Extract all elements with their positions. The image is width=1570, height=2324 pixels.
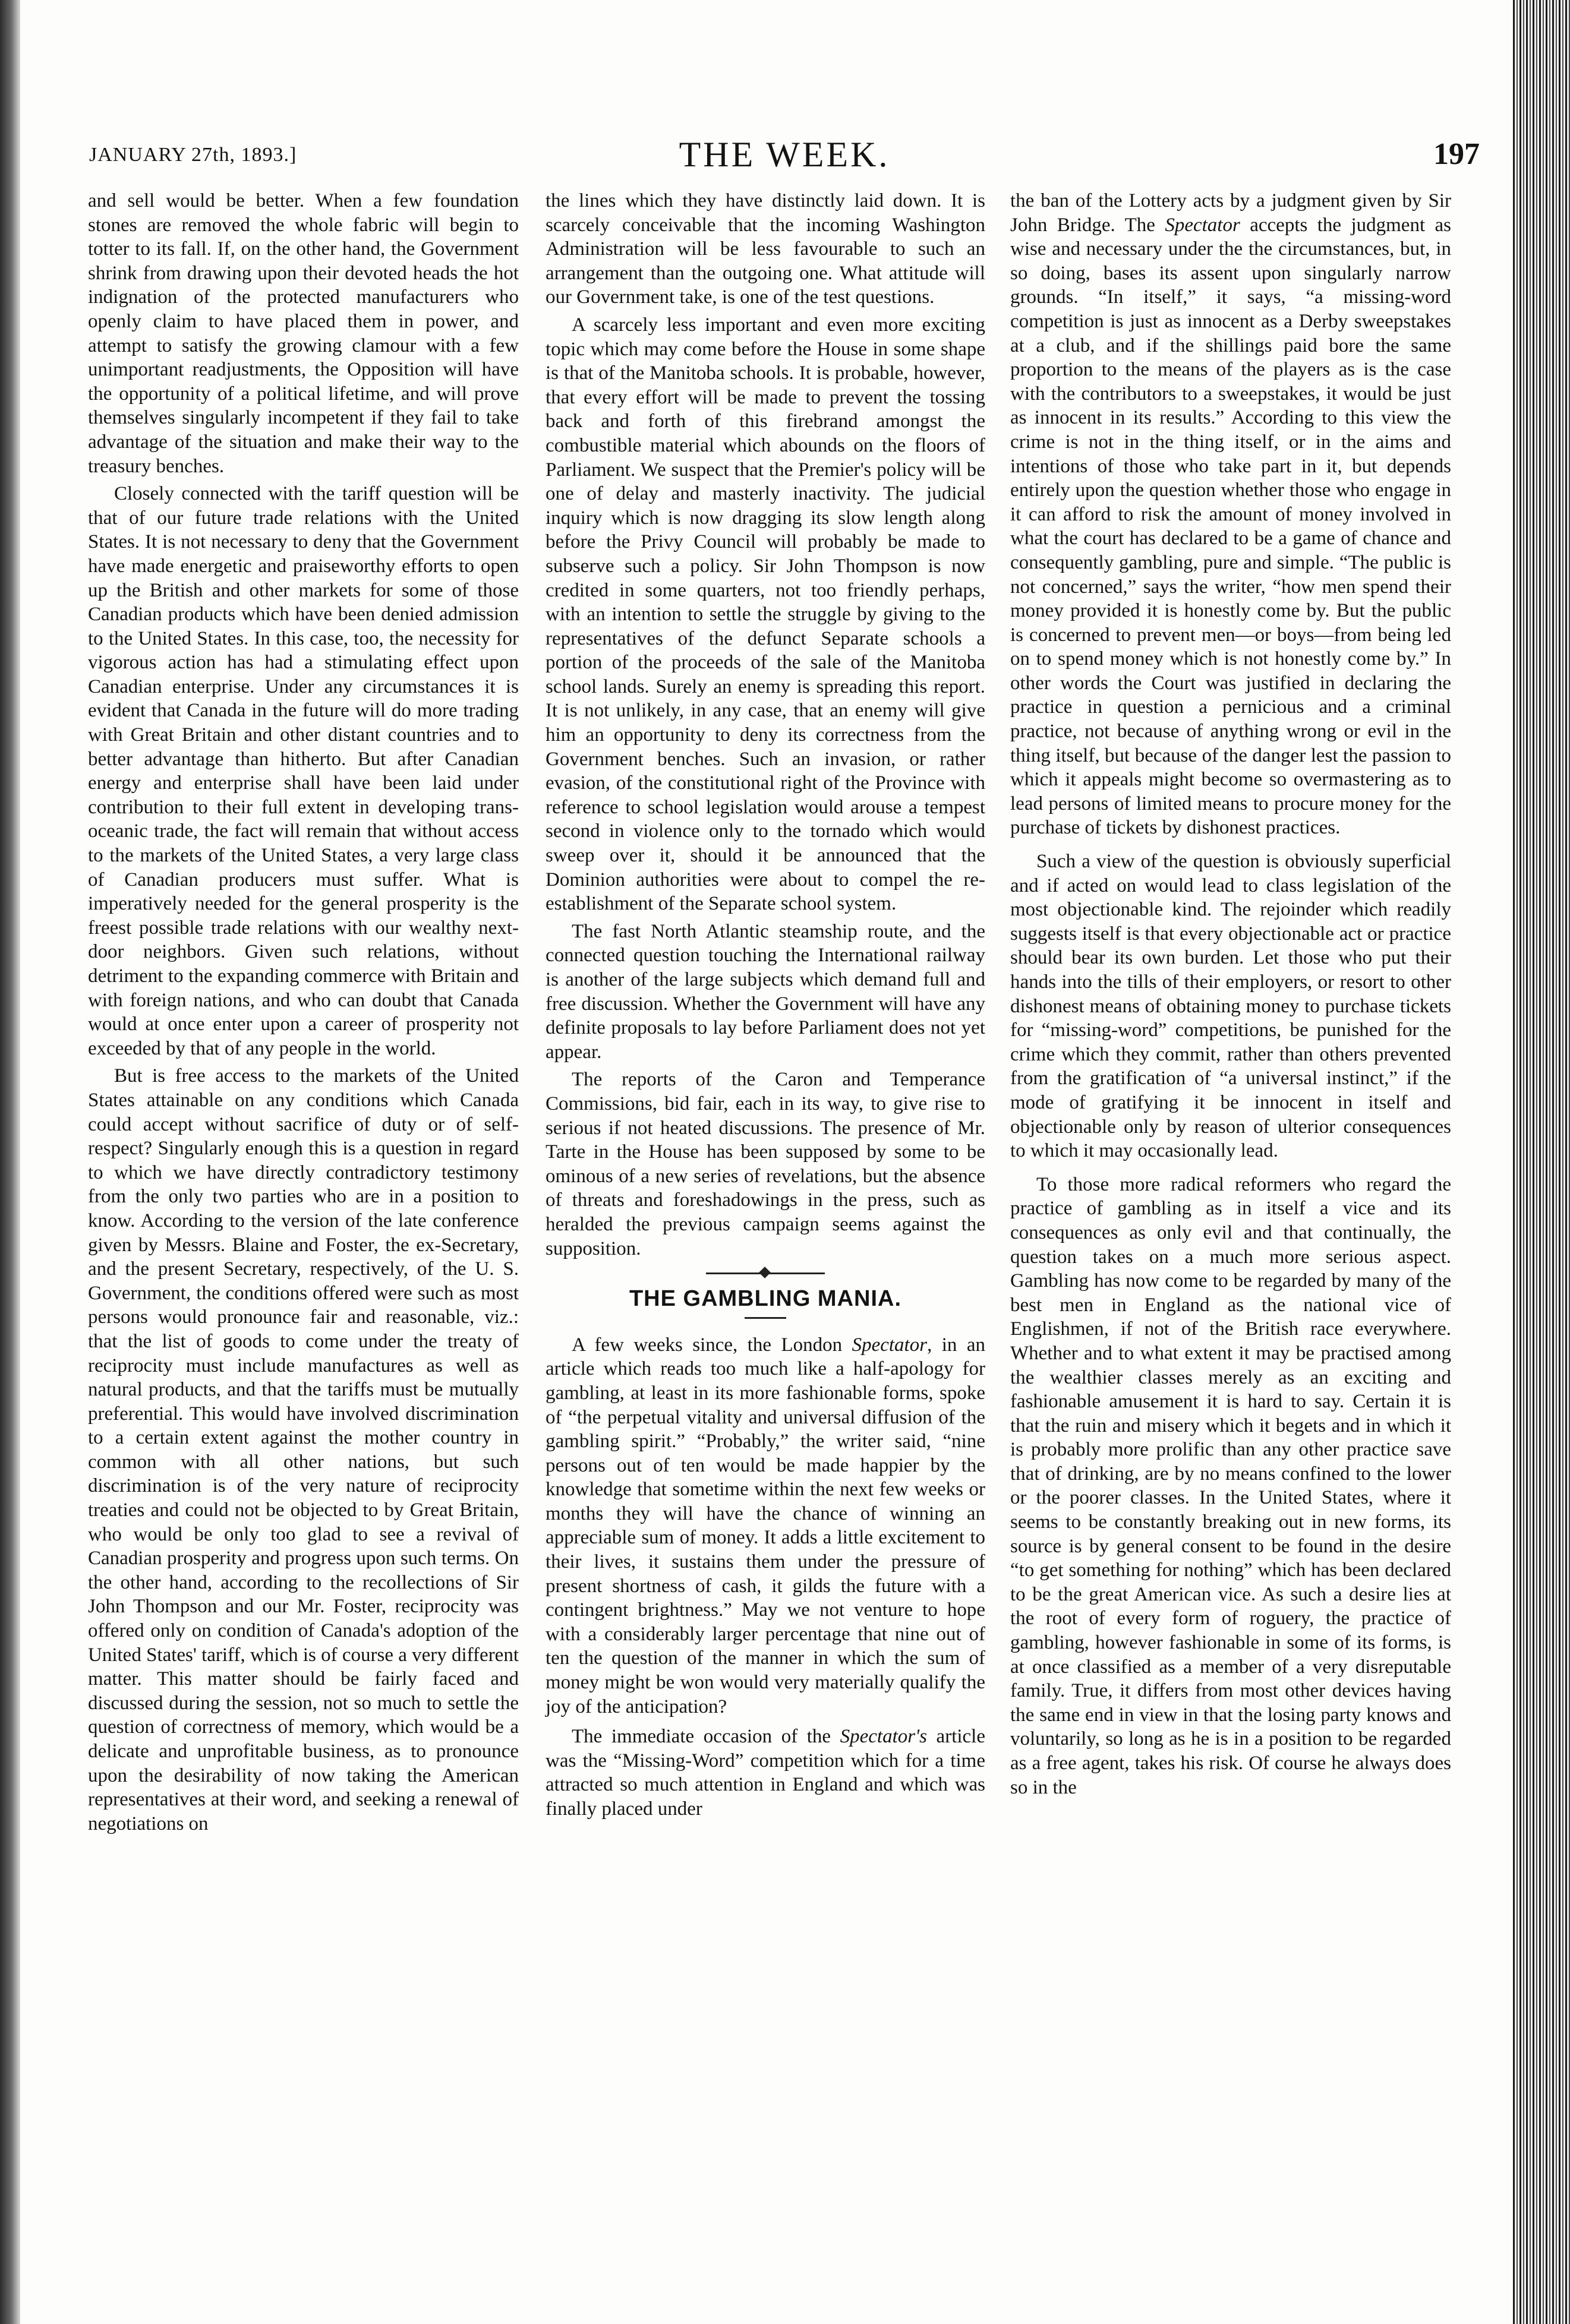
paragraph: The fast North Atlantic steamship route, and the connected question touching the International railway is another of the large subjects which demand full and free discussion. Whether the Government will have any definite proposals to lay before Parliament does not yet appear.: [546, 920, 985, 1063]
page-number: 197: [1433, 137, 1480, 171]
column-2: [546, 189, 985, 1821]
scan-edge-left: [0, 0, 20, 2324]
paragraph: To those more radical reformers who regard the practice of gambling as in itself a vice and its consequences as only evil and that continually, the question takes on a much more serious aspect. Gambling has now come to be regarded by many of the best men in England as the national vice of Englishmen, if not of the British race everywhere. Whether and to what extent it may be practised among the wealthier classes merely as an exciting and fashionable amusement it is hard to say. Certain it is that the ruin and misery which it begets and in which it is probably more prolific than any other practice save that of drinking, are by no means confined to the lower or the poorer classes. In the United States, where it seems to be constantly breaking out in new forms, its source is by general consent to be found in the desire “to get something for nothing” which has been declared to be the great American vice. As such a desire lies at the root of every form of roguery, the practice of gambling, however fashionable in some of its forms, is at once classified as a member of a very disreputable family. True, it differs from most other devices having the same end in view in that the losing party knows and voluntarily, so long as he is in a position to be regarded as a free agent, takes his risk. Of course he always does so in the: [1010, 1173, 1451, 1798]
paragraph: Such a view of the question is obviously superficial and if acted on would lead to class legislation of the most objectionable kind. The rejoinder which readily suggests itself is that every objectionable act or practice should bear its own burden. Let those who put their hands into the tills of their employers, or resort to other dishonest means of obtaining money to purchase tickets for “missing-word” competitions, be punished for the crime which they commit, rather than others prevented from the gratification of “a universal instinct,” if the mode of gratifying it be innocent in itself and objectionable only by reason of ulterior consequences to which it may occasionally lead.: [1010, 851, 1451, 1162]
issue-date: JANUARY 27th, 1893.]: [89, 144, 297, 166]
paragraph: But is free access to the markets of the United States attainable on any conditions which Canada could accept without sacrifice of duty or of self-respect? Singularly enough this is a question in regard to which we have directly contradictory testimony from the only two parties who are in a position to know. According to the version of the late conference given by Messrs. Blaine and Foster, the ex-Secretary, and the present Secretary, respectively, of the U. S. Government, the conditions offered were such as most persons would pronounce fair and reasonable, viz.: that the list of goods to come under the treaty of reciprocity must include manufactures as well as natural products, and that the tariffs must be mutually preferential. This would have involved discrimination to a certain extent against the mother country in common with all other nations, but such discrimination is of the very nature of reciprocity treaties and could not be objected to by Great Britain, who would be only too glad to see a revival of Canadian prosperity and progress upon such terms. On the other hand, according to the recollections of Sir John Thompson and our Mr. Foster, reciprocity was offered only on condition of Canada's adoption of the United States' tariff, which is of course a very different matter. This matter should be fairly faced and discussed during the session, not so much to settle the question of correctness of memory, which would be a delicate and unprofitable business, as to pronounce upon the desirability of now taking the American representatives at their word, and seeking a renewal of negotiations on: [88, 1065, 519, 1834]
paragraph: The reports of the Caron and Temperance Commissions, bid fair, each in its way, to give rise to serious if not heated discussions. The presence of Mr. Tarte in the House has been supposed by some to be ominous of a new series of revelations, but the absence of threats and foreshadowings in the press, such as heralded the previous campaign seems against the supposition.: [546, 1069, 985, 1259]
title-underline: [745, 1317, 786, 1319]
column-1: [88, 189, 519, 1836]
paragraph: The immediate occasion of the Spectator's article was the “Missing-Word” competition which for a time attracted so much attention in England and which was finally placed under: [546, 1726, 985, 1820]
scan-edge-right: [1513, 0, 1570, 2324]
column-3: [1010, 189, 1451, 1799]
paragraph: and sell would be better. When a few foundation stones are removed the whole fabric will begin to totter to its fall. If, on the other hand, the Government shrink from drawing upon their devoted heads the hot indignation of the protected manufacturers who openly claim to have placed them in power, and attempt to satisfy the growing clamour with a few unimportant readjustments, the Opposition will have the opportunity of a political lifetime, and will prove themselves singularly incompetent if they fail to take advantage of the situation and make their way to the treasury benches.: [88, 190, 519, 477]
publication-name: Spectator: [852, 1334, 928, 1356]
publication-name: Spectator's: [840, 1726, 927, 1748]
publication-name: Spectator: [1165, 214, 1240, 236]
section-divider-ornament: [706, 1271, 825, 1275]
paragraph: A few weeks since, the London Spectator, in an article which reads too much like a half-apology for gambling, at least in its more fashionable forms, spoke of “the perpetual vitality and universal diffusion of the gambling spirit.” “Probably,” the writer said, “nine persons out of ten would be made happier by the knowledge that sometime within the next few weeks or months they will have the chance of winning an appreciable sum of money. It adds a little excitement to their lives, it sustains them under the pressure of present shortness of cash, it gilds the future with a contingent brightness.” May we not venture to hope with a considerably larger percentage that nine out of ten the question of the manner in which the sum of money might be won would very materially qualify the joy of the anticipation?: [546, 1334, 985, 1717]
paragraph: A scarcely less important and even more exciting topic which may come before the House in some shape is that of the Manitoba schools. It is probable, however, that every effort will be made to prevent the tossing back and forth of this firebrand amongst the combustible material which abounds on the floors of Parliament. We suspect that the Premier's policy will be one of delay and masterly inactivity. The judicial inquiry which is now dragging its slow length along before the Privy Council will probably be made to subserve such a policy. Sir John Thompson is now credited in some quarters, not too friendly perhaps, with an intention to settle the struggle by giving to the representatives of the defunct Separate schools a portion of the proceeds of the sale of the Manitoba school lands. Surely an enemy is spreading this report. It is not unlikely, in any case, that an enemy will give him an opportunity to deny its correctness from the Government benches. Such an invasion, or rather evasion, of the constitutional right of the Province with reference to school legislation would arouse a tempest second in violence only to the tornado which would sweep over it, should it be announced that the Dominion authorities were about to compel the re-establishment of the Separate school system.: [546, 314, 985, 915]
masthead-title: THE WEEK.: [679, 135, 890, 174]
page-header: [89, 134, 1480, 188]
paragraph: the ban of the Lottery acts by a judgment given by Sir John Bridge. The Spectator accepts the judgment as wise and necessary under the the circumstances, but, in so doing, bases its assent upon singularly narrow grounds. “In itself,” it says, “a missing-word competition is just as innocent as a Derby sweepstakes at a club, and if the shillings paid bore the same proportion to the means of the players as is the case with the contributors to a sweepstakes, it would be just as innocent in its results.” According to this view the crime is not in the thing itself, or in the aims and intentions of those who take part in it, but depends entirely upon the question whether those who engage in it can afford to risk the amount of money involved in what the court has declared to be a game of chance and consequently gambling, pure and simple. “The public is not concerned,” says the writer, “how men spend their money provided it is honestly come by. But the public is concerned to prevent men—or boys—from being led on to spend money which is not honestly come by.” In other words the Court was justified in declaring the practice in question a pernicious and a criminal practice, not because of anything wrong or evil in the thing itself, but because of the danger lest the passion to which it appeals might become so overmastering as to lead persons of limited means to procure money for the purchase of tickets by dishonest practices.: [1010, 190, 1451, 839]
section-title: THE GAMBLING MANIA.: [629, 1286, 902, 1312]
paragraph: the lines which they have distinctly laid down. It is scarcely conceivable that the incoming Washington Administration will be less favourable to such an arrangement than the outgoing one. What attitude will our Government take, is one of the test questions.: [546, 190, 985, 308]
paragraph: Closely connected with the tariff question will be that of our future trade relations with the United States. It is not necessary to deny that the Government have made energetic and praiseworthy efforts to open up the British and other markets for some of those Canadian products which have been denied admission to the United States. In this case, too, the necessity for vigorous action has had a stimulating effect upon Canadian enterprise. Under any circumstances it is evident that Canada in the future will do more trading with Great Britain and other distant countries and to better advantage than hitherto. But after Canadian energy and enterprise shall have been laid under contribution to their full extent in developing trans-oceanic trade, the fact will remain that without access to the markets of the United States, a very large class of Canadian producers must suffer. What is imperatively needed for the general prosperity is the freest possible trade relations with our wealthy next-door neighbors. Given such relations, without detriment to the expanding commerce with Britain and with foreign nations, and who can doubt that Canada would at once enter upon a career of prosperity not exceeded by that of any people in the world.: [88, 483, 519, 1059]
